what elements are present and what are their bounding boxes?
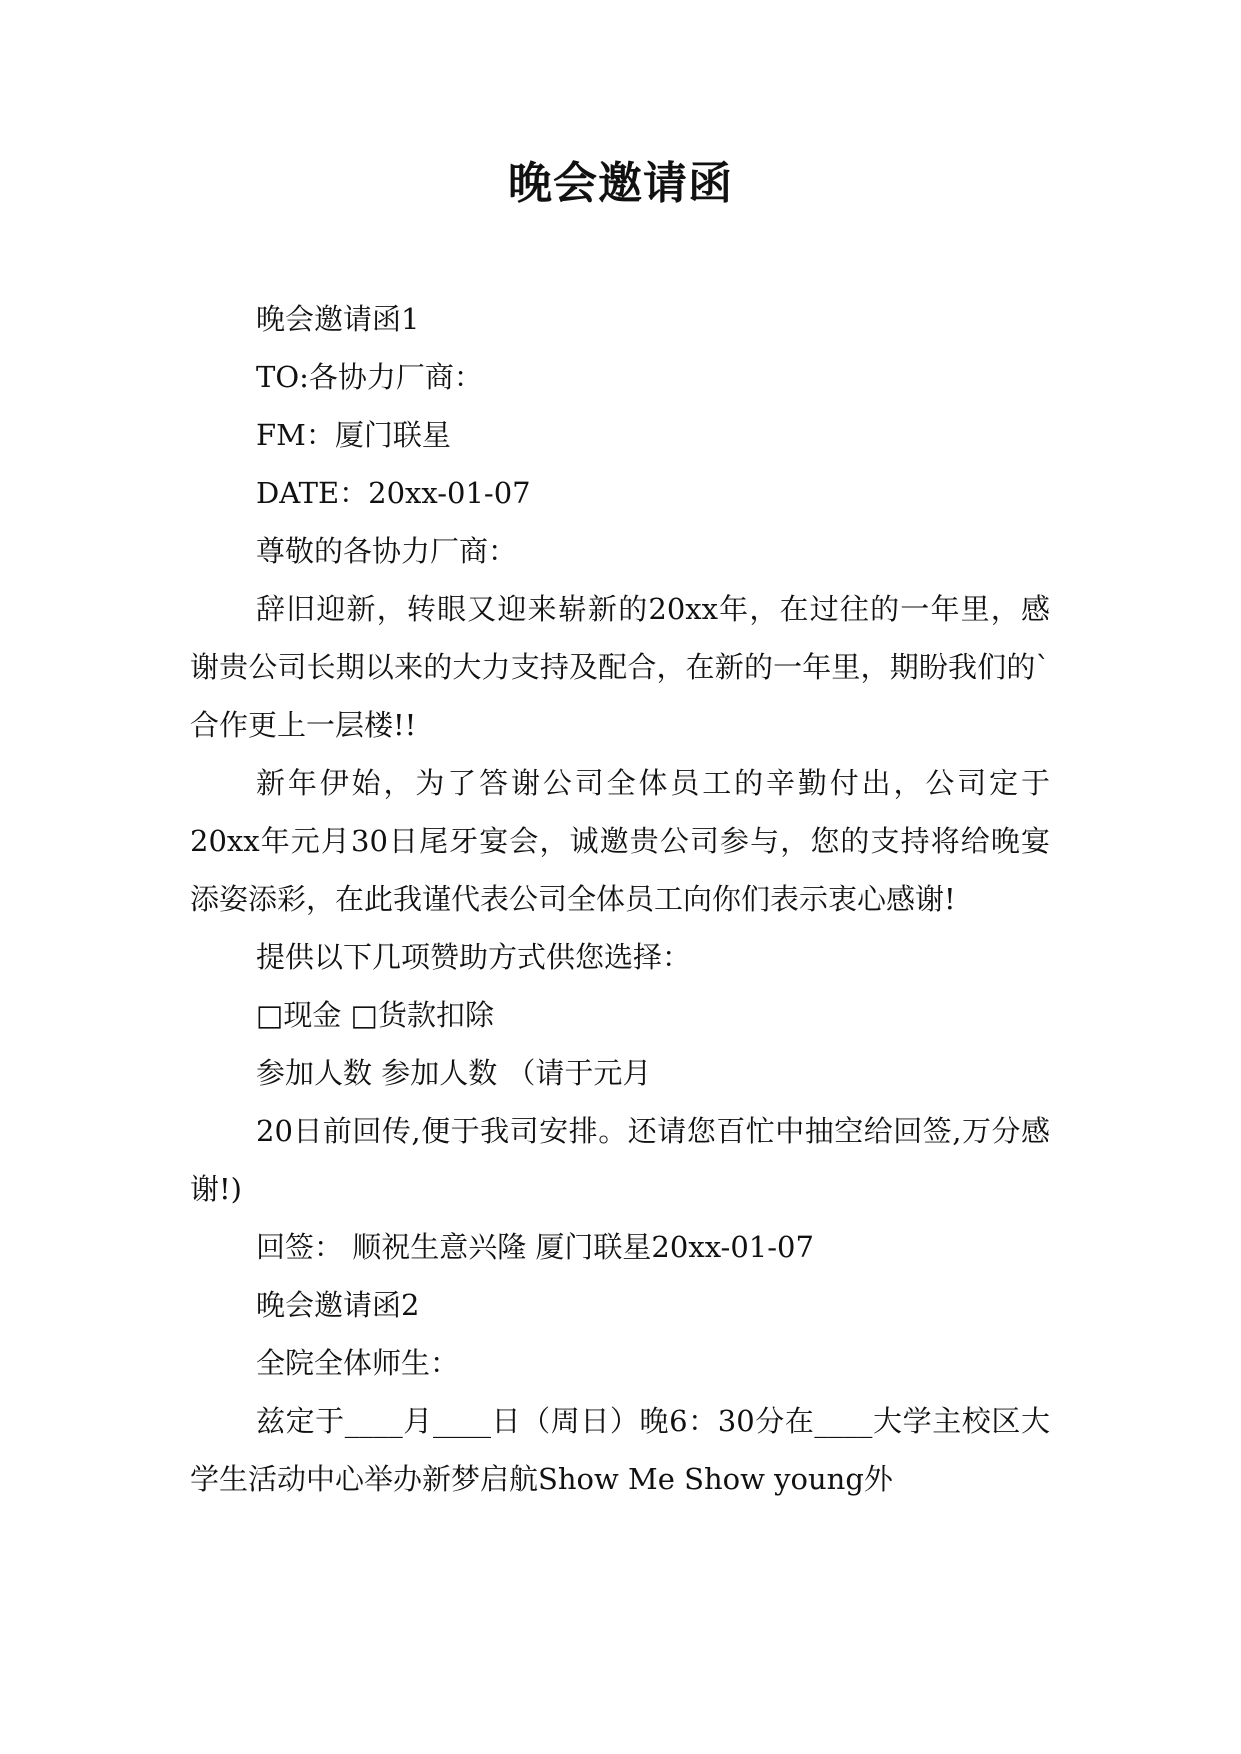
paragraph-salutation: 尊敬的各协力厂商： [256,534,518,568]
paragraph-signoff: 回签： 顺祝生意兴隆 厦门联星20xx-01-07 [256,1230,814,1264]
paragraph-from: FM：厦门联星 [256,418,451,452]
paragraph-invitation: 新年伊始，为了答谢公司全体员工的辛勤付出，公司定于20xx年元月30日尾牙宴会，诚邀贵公司参与，您的支持将给晚宴添姿添彩，在此我谨代表公司全体员工向你们表示衷心感谢! [190,766,1050,916]
document-body [190,290,1050,1508]
document-title: 晚会邀请函 [508,158,733,209]
paragraph-attendance: 参加人数 参加人数 （请于元月 [256,1056,652,1090]
paragraph-reply-request: 20日前回传,便于我司安排。还请您百忙中抽空给回签,万分感谢!) [190,1114,1050,1206]
paragraph-new-year-greeting: 辞旧迎新，转眼又迎来崭新的20xx年，在过往的一年里，感谢贵公司长期以来的大力支持及配合，在新的一年里，期盼我们的`合作更上一层楼!! [190,592,1050,742]
paragraph-event-details: 兹定于____月____日（周日）晚6：30分在____大学主校区大学生活动中心举办新梦启航Show Me Show young外 [190,1404,1050,1496]
paragraph-sponsor-options: □现金 □货款扣除 [256,998,495,1032]
paragraph-heading-2: 晚会邀请函2 [256,1288,420,1322]
paragraph-sponsor-options-intro: 提供以下几项赞助方式供您选择： [256,940,692,974]
paragraph-date: DATE：20xx-01-07 [256,476,531,510]
paragraph-to: TO:各协力厂商： [256,360,483,394]
paragraph-heading-1: 晚会邀请函1 [256,302,420,336]
paragraph-salutation-2: 全院全体师生： [256,1346,460,1380]
